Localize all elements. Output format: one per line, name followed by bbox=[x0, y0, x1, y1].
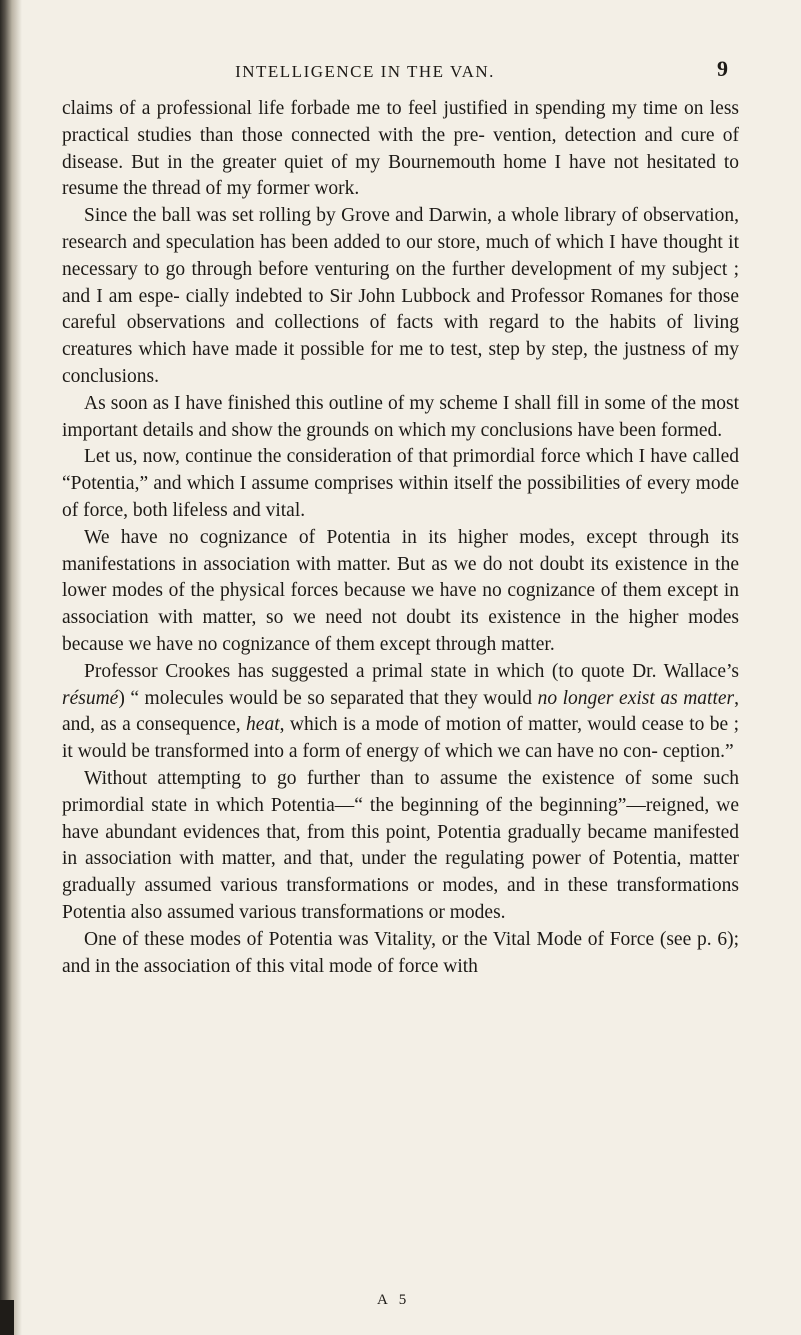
running-title: INTELLIGENCE IN THE VAN. bbox=[235, 62, 495, 81]
paragraph: We have no cognizance of Potentia in its higher modes, except through its manifestations in association with matter. But as we do not doubt its existence in the lower modes of the physical forces because we have no cognizance of them except in association with matter, so we need not doubt its existence in the higher modes because we have no cognizance of them except through matter. bbox=[62, 526, 739, 655]
italic-text: heat bbox=[246, 714, 280, 736]
page-header bbox=[0, 52, 801, 82]
paragraph: As soon as I have finished this outline of my scheme I shall fill in some of the most important details and show the grounds on which my conclusions have been formed. bbox=[62, 392, 739, 441]
paragraph: Let us, now, continue the consideration of that primordial force which I have called “Potentia,” and which I assume comprises within itself the possibilities of every mode of force, both lifeless and vital. bbox=[62, 446, 739, 521]
page-corner-shadow bbox=[0, 1300, 14, 1335]
page-edge-shadow bbox=[0, 0, 22, 1335]
text-run: , which is a mode of motion of matter, would cease to be ; it would be transformed into a form of energy of which we can have no con- ception.” bbox=[62, 714, 739, 763]
italic-text: résumé bbox=[62, 687, 119, 709]
paragraph: claims of a professional life forbade me to feel justified in spending my time on less practical studies than those connected with the pre- vention, detection and cure of disease. But in the greater quiet of my Bournemouth home I have not hesitated to resume the thread of my former work. bbox=[62, 98, 739, 200]
text-run: Professor Crookes has suggested a primal state in which (to quote Dr. Wallace’s bbox=[84, 660, 739, 682]
paragraph: Without attempting to go further than to assume the existence of some such primordial state in which Potentia—“ the beginning of the beginning”—reigned, we have abundant evidences that, from this point, Potentia gradually became manifested in association with matter, and that, under the regulating power of Potentia, matter gradually assumed various transformations or modes, and in these transformations Potentia also assumed various transformations or modes. bbox=[62, 767, 739, 923]
paragraph: One of these modes of Potentia was Vitality, or the Vital Mode of Force (see p. 6); and in the association of this vital mode of force with bbox=[62, 928, 739, 977]
page-number: 9 bbox=[717, 56, 728, 81]
body-text bbox=[62, 96, 739, 980]
italic-text: no longer exist as matter bbox=[537, 687, 735, 709]
paragraph: Since the ball was set rolling by Grove and Darwin, a whole library of observation, research and speculation has been added to our store, much of which I have thought it necessary to go through before venturing on the further development of my subject ; and I am espe- cially indebted to Sir John Lubbock and Professor Romanes for those careful observations and collections of facts with regard to the habits of living creatures which have made it possible for me to test, step by step, the justness of my conclusions. bbox=[62, 205, 739, 387]
text-run: , and, as a consequence, bbox=[62, 687, 739, 736]
text-run: ) “ molecules would be so separated that they would bbox=[118, 687, 538, 709]
signature-mark: A 5 bbox=[377, 1292, 411, 1308]
paragraph bbox=[62, 659, 739, 766]
